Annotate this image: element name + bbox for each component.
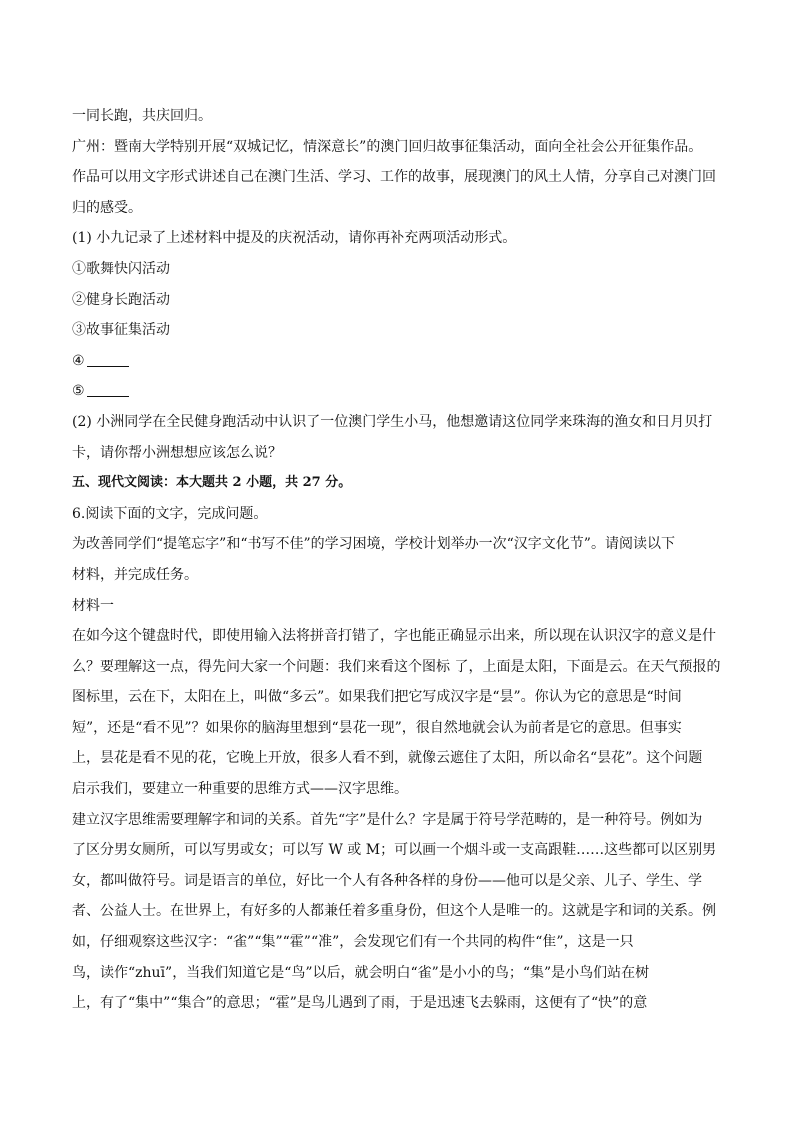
list-marker: ④ (72, 352, 85, 369)
text-line: 者、公益人士。在世界上，有好多的人都兼任着多重身份，但这个人是唯一的。这就是字和词的关系。例 (72, 903, 716, 920)
text-line: 一同长跑，共庆回归。 (72, 108, 212, 124)
answer-blank[interactable] (87, 382, 129, 397)
list-item: ③故事征集活动 (72, 322, 170, 339)
text-line: 女，都叫做符号。词是语言的单位，好比一个人有各种各样的身份——他可以是父亲、儿子、学生、学 (72, 872, 702, 889)
question-title: 6.阅读下面的文字，完成问题。 (72, 505, 268, 522)
section-heading: 五、现代文阅读：本大题共 2 小题，共 27 分。 (72, 475, 352, 491)
list-item-blank (72, 376, 722, 407)
answer-blank[interactable] (87, 352, 129, 367)
text-line: 卡，请你帮小洲想想应该怎么说？ (72, 444, 282, 461)
list-item-blank (72, 346, 722, 377)
list-marker: ⑤ (72, 383, 85, 400)
text-line: 鸟，读作“zhuī”，当我们知道它是“鸟”以后，就会明白“雀”是小小的鸟；“集”是小鸟们站在树 (72, 964, 650, 981)
text-line: 了区分男女厕所，可以写男或女；可以写 W 或 M；可以画一个烟斗或一支高跟鞋……这些都可以区别男 (72, 842, 717, 859)
text-line: 建立汉字思维需要理解字和词的关系。首先“字”是什么？字是属于符号学范畴的，是一种符号。例如为 (72, 811, 703, 828)
text-line: 广州：暨南大学特别开展“双城记忆，情深意长”的澳门回归故事征集活动，面向全社会公开征集作品。 (72, 138, 703, 155)
text-line: 上，有了“集中”“集合”的意思；“霍”是鸟儿遇到了雨，于是迅速飞去躲雨，这便有了“快”的意 (72, 995, 648, 1012)
text-line: 短”，还是“看不见”？如果你的脑海里想到“昙花一现”，很自然地就会认为前者是它的意思。但事实 (72, 719, 682, 736)
text-line: 上，昙花是看不见的花，它晚上开放，很多人看不到，就像云遮住了太阳，所以命名“昙花”。这个问题 (72, 750, 703, 767)
text-line: 在如今这个键盘时代，即使用输入法将拼音打错了，字也能正确显示出来，所以现在认识汉字的意义是什 (72, 628, 716, 645)
material-heading: 材料一 (72, 597, 114, 614)
text-line: 归的感受。 (72, 199, 142, 216)
text-line: 为改善同学们“提笔忘字”和“书写不佳”的学习困境，学校计划举办一次“汉字文化节”。请阅读以下 (72, 536, 675, 553)
document-page (72, 101, 722, 1019)
text-line: 作品可以用文字形式讲述自己在澳门生活、学习、工作的故事，展现澳门的风土人情，分享自己对澳门回 (72, 169, 716, 186)
text-line: 材料，并完成任务。 (72, 566, 198, 583)
text-line: 启示我们，要建立一种重要的思维方式——汉字思维。 (72, 781, 408, 798)
list-item: ①歌舞快闪活动 (72, 260, 170, 277)
question-2: (2) 小洲同学在全民健身跑活动中认识了一位澳门学生小马，他想邀请这位同学来珠海的渔女和日月贝打 (72, 413, 713, 430)
text-line: 如，仔细观察这些汉字：“雀”“集”“霍”“准”，会发现它们有一个共同的构件“隹”，这是一只 (72, 934, 634, 951)
question-1: (1) 小九记录了上述材料中提及的庆祝活动，请你再补充两项活动形式。 (72, 230, 517, 247)
text-line: 么？要理解这一点，得先问大家一个问题：我们来看这个图标 了，上面是太阳，下面是云。在天气预报的 (72, 658, 721, 675)
text-line: 图标里，云在下，太阳在上，叫做“多云”。如果我们把它写成汉字是“昙”。你认为它的意思是“时间 (72, 689, 682, 706)
list-item: ②健身长跑活动 (72, 291, 170, 308)
